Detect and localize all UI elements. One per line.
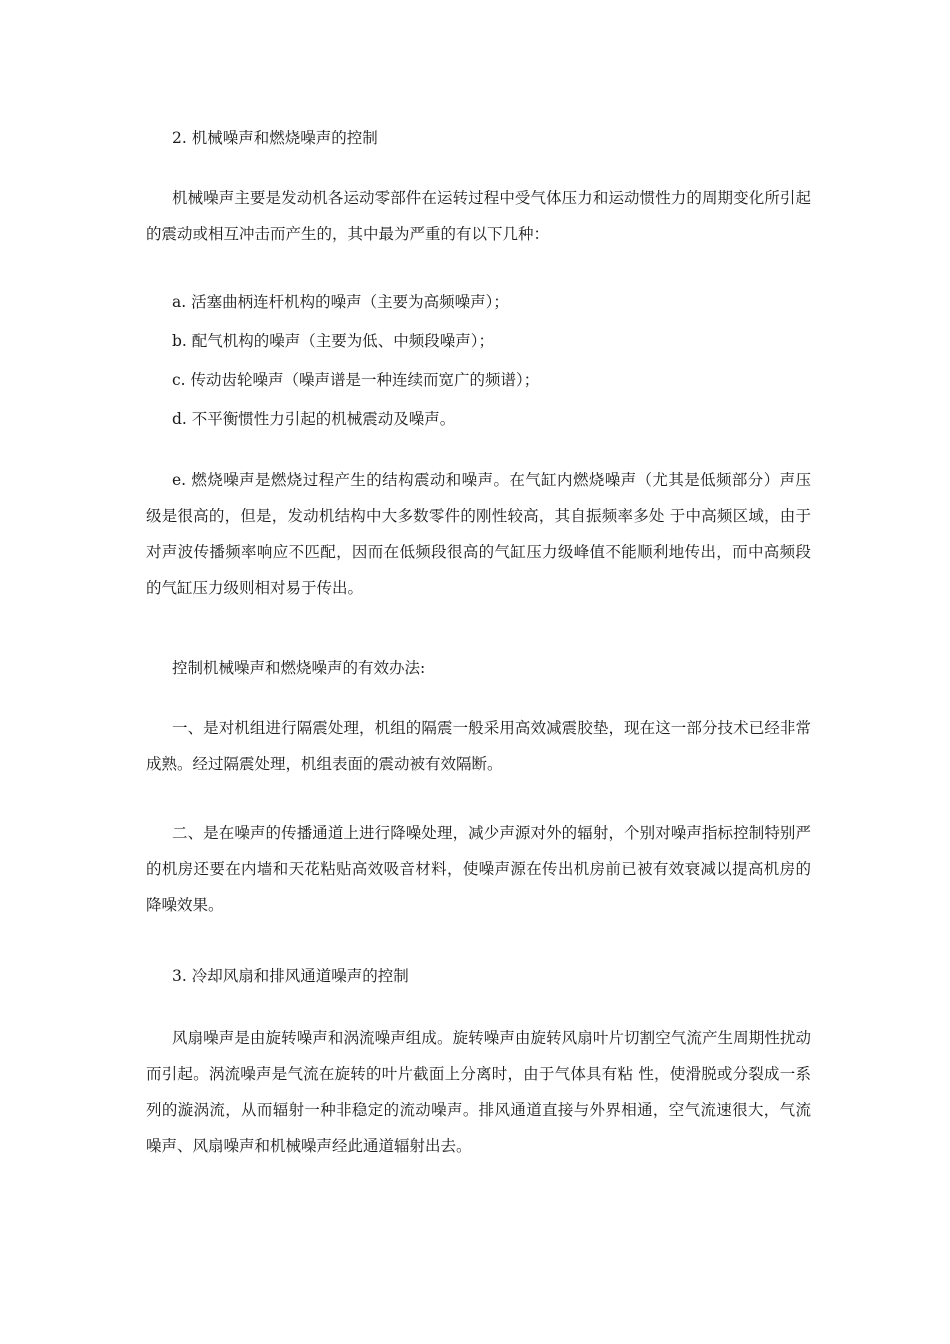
section-heading-mechanical-combustion: 2. 机械噪声和燃烧噪声的控制 — [172, 129, 378, 147]
paragraph-fan-noise: 风扇噪声是由旋转噪声和涡流噪声组成。旋转噪声由旋转风扇叶片切割空气流产生周期性扰动而引起。涡流噪声是气流在旋转的叶片截面上分离时，由于气体具有粘 性，使滑脱或分裂成一系列的漩涡流，从而辐射一种非稳定的流动噪声。排风通道直接与外界相通，空气流速很大，气流噪声、风扇噪声和机械噪声经此通道辐射出去。 — [146, 1029, 811, 1155]
paragraph-combustion-noise: e. 燃烧噪声是燃烧过程产生的结构震动和噪声。在气缸内燃烧噪声（尤其是低频部分）声压级是很高的，但是，发动机结构中大多数零件的刚性较高，其自振频率多处 于中高频区域，由于对声波传播频率响应不匹配，因而在低频段很高的气缸压力级峰值不能顺利地传出，而中高频段的气缸压力级则相对易于传出。 — [146, 471, 811, 597]
paragraph-mechanical-noise-intro: 机械噪声主要是发动机各运动零部件在运转过程中受气体压力和运动惯性力的周期变化所引起的震动或相互冲击而产生的，其中最为严重的有以下几种： — [146, 189, 811, 243]
methods-heading: 控制机械噪声和燃烧噪声的有效办法: — [172, 659, 426, 677]
paragraph-method-two: 二、是在噪声的传播通道上进行降噪处理，减少声源对外的辐射，个别对噪声指标控制特别严的机房还要在内墙和天花粘贴高效吸音材料，使噪声源在传出机房前已被有效衰减以提高机房的降噪效果。 — [146, 824, 811, 914]
section-heading-fan-exhaust: 3. 冷却风扇和排风通道噪声的控制 — [172, 967, 409, 985]
list-item-d: d. 不平衡惯性力引起的机械震动及噪声。 — [172, 410, 456, 428]
list-item-a: a. 活塞曲柄连杆机构的噪声（主要为高频噪声）； — [172, 293, 509, 311]
list-item-b: b. 配气机构的噪声（主要为低、中频段噪声）； — [172, 332, 495, 350]
list-item-c: c. 传动齿轮噪声（噪声谱是一种连续而宽广的频谱）； — [172, 371, 540, 389]
paragraph-method-one: 一、是对机组进行隔震处理，机组的隔震一般采用高效减震胶垫，现在这一部分技术已经非常成熟。经过隔震处理，机组表面的震动被有效隔断。 — [146, 719, 811, 773]
